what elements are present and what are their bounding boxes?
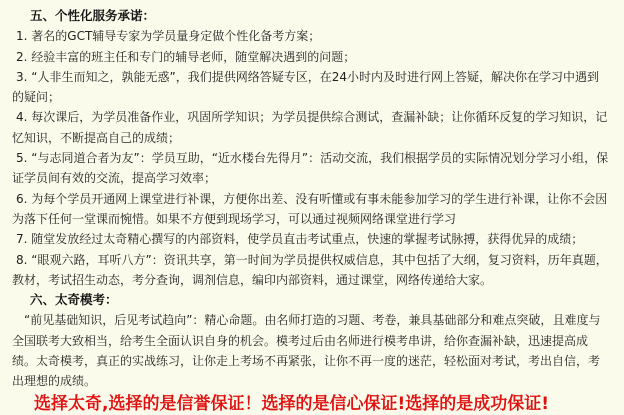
promise-item-7: 7. 随堂发放经过太奇精心撰写的内部资料，使学员直击考试重点，快速的掌握考试脉搏，获得优异的成绩； [16, 232, 584, 247]
promise-item-5: 5. “与志同道合者为友”：学员互助，“近水楼台先得月”：活动交流，我们根据学员的实际情况划分学习小组，保证学员间有效的交流，提高学习效率； [12, 151, 609, 186]
promise-item-1: 1. 著名的GCT辅导专家为学员量身定做个性化备考方案； [16, 29, 321, 44]
section-heading-service-promise: 五、个性化服务承诺： [30, 8, 156, 23]
mock-exam-description: “前见基础知识，后见考试趋向”：精心命题。由名师打造的习题、考卷，兼具基础部分和难点突破，且难度与全国联考大致相当，给考生全面认识自身的机会。模考过后由名师进行模考串讲，给你查漏补缺，迅速提高成绩。太奇模考，真正的实战练习，让你走上考场不再紧张，让你不再一度的迷茫，轻松面对考试，考出自信，考出理想的成绩。 [12, 313, 601, 389]
section-heading-mock-exam: 六、太奇模考： [30, 292, 118, 308]
promise-item-6: 6. 为每个学员开通网上课堂进行补课，方便你出差、没有听懂或有事未能参加学习的学生进行补课，让你不会因为落下任何一堂课而惋惜。如果不方便到现场学习，可以通过视频网络课堂进行学习 [12, 191, 608, 226]
closing-slogan: 选择太奇,选择的是信誉保证！选择的是信心保证!选择的是成功保证! [34, 393, 549, 414]
promise-item-3: 3. “人非生而知之，孰能无惑”，我们提供网络答疑专区，在24小时内及时进行网上答疑，解决你在学习中遇到的疑问； [12, 69, 599, 105]
promise-item-4: 4. 每次课后，为学员准备作业，巩固所学知识；为学员提供综合测试，查漏补缺；让你循环反复的学习知识，记忆知识，不断提高自己的成绩； [12, 110, 608, 145]
promise-item-2: 2. 经验丰富的班主任和专门的辅导老师，随堂解决遇到的问题； [16, 49, 356, 64]
promise-item-8: 8. “眼观六路，耳听八方”：资讯共享，第一时间为学员提供权威信息，其中包括了大纲，复习资料，历年真题，教材，考试招生动态，考分查询，调剂信息，编印内部资料，通过课堂，网络传递给大家。 [12, 252, 608, 287]
